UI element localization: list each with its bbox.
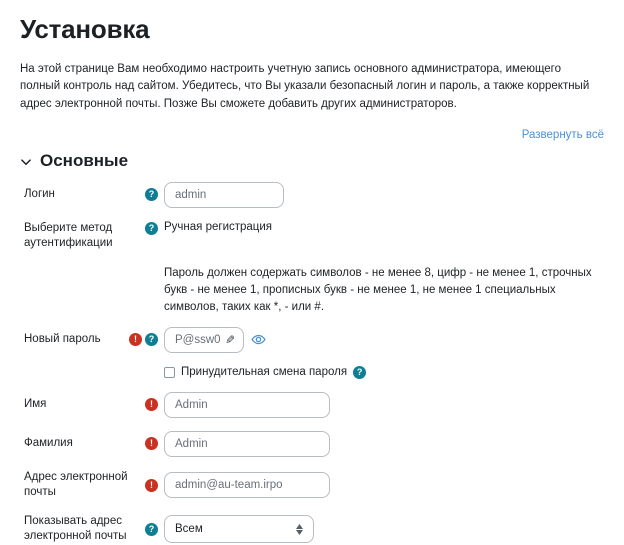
- force-password-change-label: Принудительная смена пароля: [181, 366, 348, 379]
- section-title: Основные: [40, 150, 129, 170]
- help-icon[interactable]: ?: [145, 188, 158, 201]
- intro-text: На этой странице Вам необходимо настроить учетную запись основного администратора, имеющего полный контроль над сайтом. Убедитесь, что Вы указали безопасный логин и пароль, а также корректный адрес электронной почты. Позже Вы сможете добавить других администраторов.: [20, 63, 590, 110]
- section-header-general[interactable]: [20, 151, 604, 171]
- new-password-label: Новый пароль: [24, 332, 101, 345]
- password-policy-text: Пароль должен содержать символов - не менее 8, цифр - не менее 1, строчных букв - не менее 1, прописных букв - не менее 1, не менее 1 специальных символов, таких как *, - или #.: [164, 266, 592, 314]
- row-firstname: [24, 392, 604, 418]
- required-icon: !: [145, 437, 158, 450]
- expand-all-link[interactable]: Развернуть всё: [521, 128, 604, 141]
- email-label: Адрес электронной почты: [24, 470, 128, 499]
- eye-icon: [251, 332, 266, 347]
- email-visibility-selected-value: Всем: [175, 523, 203, 536]
- username-label: Логин: [24, 187, 55, 200]
- help-icon[interactable]: ?: [145, 222, 158, 235]
- auth-method-label: Выберите метод аутентификации: [24, 221, 113, 250]
- help-icon[interactable]: ?: [145, 333, 158, 346]
- lastname-input[interactable]: [164, 431, 330, 457]
- force-password-change-checkbox[interactable]: [164, 367, 175, 378]
- select-updown-icon: [296, 524, 303, 535]
- row-email: [24, 470, 604, 501]
- firstname-input[interactable]: [164, 392, 330, 418]
- email-visibility-label: Показывать адрес электронной почты: [24, 514, 127, 543]
- required-icon: !: [145, 398, 158, 411]
- row-email-visibility: [24, 514, 604, 545]
- row-lastname: [24, 431, 604, 457]
- row-auth-method: [24, 221, 604, 252]
- page-title: Установка: [20, 14, 150, 44]
- firstname-label: Имя: [24, 397, 47, 410]
- help-icon[interactable]: ?: [145, 523, 158, 536]
- new-password-field-wrap: [164, 327, 244, 353]
- row-force-password-change: [24, 366, 604, 379]
- row-password-policy: [24, 265, 604, 327]
- required-icon: !: [129, 333, 142, 346]
- help-icon[interactable]: ?: [353, 366, 366, 379]
- new-password-input[interactable]: [175, 334, 221, 346]
- email-visibility-select[interactable]: [164, 515, 314, 543]
- expand-all-row: [20, 125, 604, 143]
- username-input[interactable]: [164, 182, 284, 208]
- email-input[interactable]: [164, 472, 330, 498]
- row-new-password: [24, 327, 604, 353]
- chevron-down-icon: [20, 156, 32, 168]
- pencil-icon: ✎: [224, 332, 235, 347]
- auth-method-value: Ручная регистрация: [164, 220, 273, 233]
- lastname-label: Фамилия: [24, 436, 73, 449]
- admin-account-form: [20, 182, 604, 545]
- toggle-password-visibility-button[interactable]: [251, 332, 266, 347]
- required-icon: !: [145, 479, 158, 492]
- row-username: [24, 182, 604, 208]
